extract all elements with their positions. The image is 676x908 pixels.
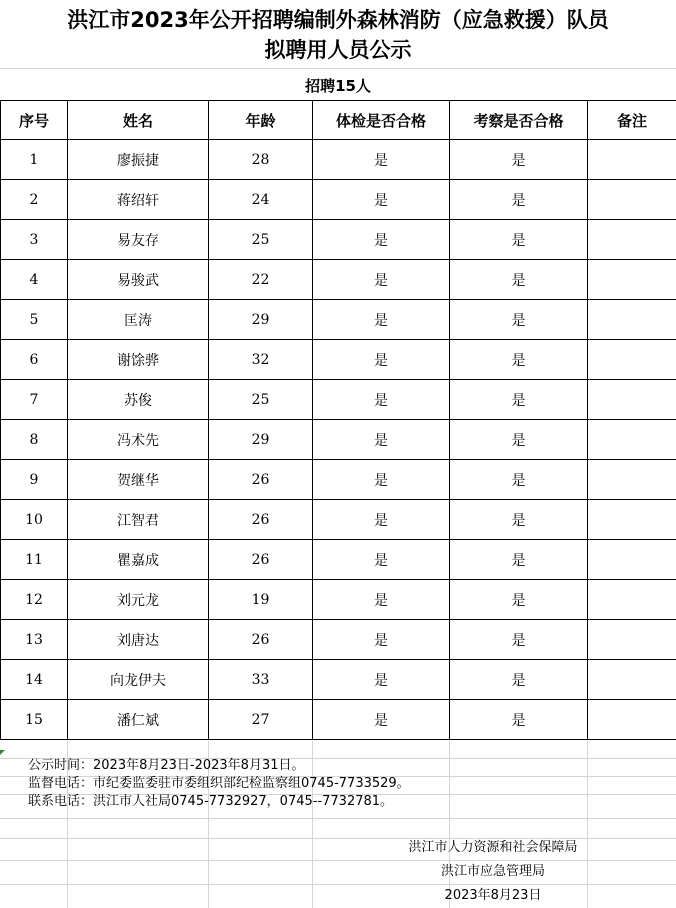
cell-no: 5 [1,300,68,340]
header-physical: 体检是否合格 [313,101,450,140]
cell-age: 33 [209,660,313,700]
header-name: 姓名 [68,101,209,140]
cell-name: 冯术先 [68,420,209,460]
cell-age: 32 [209,340,313,380]
cell-remark [588,380,676,420]
cell-review: 是 [450,180,588,220]
gridline [587,740,588,908]
table-row [1,420,676,460]
cell-physical: 是 [313,660,450,700]
contact-phone: 联系电话：洪江市人社局0745-7732927，0745--7732781。 [28,794,394,809]
cell-name: 刘元龙 [68,580,209,620]
cell-name: 谢馀骅 [68,340,209,380]
cell-remark [588,620,676,660]
cell-age: 22 [209,260,313,300]
cell-review: 是 [450,220,588,260]
cell-age: 26 [209,500,313,540]
cell-review: 是 [450,420,588,460]
cell-physical: 是 [313,460,450,500]
cell-age: 27 [209,700,313,740]
cell-no: 1 [1,140,68,180]
cell-name: 廖振捷 [68,140,209,180]
cell-remark [588,540,676,580]
cell-physical: 是 [313,140,450,180]
cell-no: 13 [1,620,68,660]
cell-age: 28 [209,140,313,180]
cell-review: 是 [450,580,588,620]
cell-name: 易友存 [68,220,209,260]
header-remark: 备注 [588,101,676,140]
cell-no: 8 [1,420,68,460]
cell-physical: 是 [313,420,450,460]
table-row [1,180,676,220]
cell-physical: 是 [313,540,450,580]
cell-remark [588,180,676,220]
table-row [1,620,676,660]
cell-name: 瞿嘉成 [68,540,209,580]
header-age: 年龄 [209,101,313,140]
cell-review: 是 [450,700,588,740]
cell-remark [588,140,676,180]
table-row [1,380,676,420]
cell-physical: 是 [313,180,450,220]
cell-review: 是 [450,140,588,180]
signature-org-emergency: 洪江市应急管理局 [440,864,545,879]
supervision-phone: 监督电话：市纪委监委驻市委组织部纪检监察组0745-7733529。 [28,776,410,791]
cell-physical: 是 [313,580,450,620]
gridline [0,68,676,69]
cell-name: 江智君 [68,500,209,540]
cell-physical: 是 [313,700,450,740]
cell-no: 9 [1,460,68,500]
signature-date: 2023年8月23日 [444,888,542,903]
table-row [1,500,676,540]
table-row [1,460,676,500]
cell-age: 25 [209,380,313,420]
roster-table [0,100,676,740]
cell-no: 6 [1,340,68,380]
cell-remark [588,500,676,540]
cell-physical: 是 [313,220,450,260]
table-header-row [1,101,676,140]
cell-remark [588,700,676,740]
cell-remark [588,460,676,500]
cell-no: 3 [1,220,68,260]
cell-physical: 是 [313,300,450,340]
cell-no: 11 [1,540,68,580]
cell-comment-marker [0,750,5,755]
table-row [1,540,676,580]
cell-remark [588,660,676,700]
table-body [1,140,676,740]
cell-review: 是 [450,300,588,340]
notice-notes [28,757,410,811]
table-row [1,700,676,740]
cell-name: 匡涛 [68,300,209,340]
cell-remark [588,260,676,300]
cell-review: 是 [450,540,588,580]
cell-remark [588,580,676,620]
gridline [0,884,676,885]
cell-review: 是 [450,260,588,300]
header-review: 考察是否合格 [450,101,588,140]
cell-no: 4 [1,260,68,300]
cell-name: 贺继华 [68,460,209,500]
cell-review: 是 [450,340,588,380]
cell-remark [588,220,676,260]
cell-no: 7 [1,380,68,420]
cell-no: 2 [1,180,68,220]
gridline [0,860,676,861]
cell-review: 是 [450,620,588,660]
table-row [1,220,676,260]
cell-physical: 是 [313,260,450,300]
cell-age: 24 [209,180,313,220]
table-row [1,300,676,340]
cell-name: 潘仁斌 [68,700,209,740]
cell-name: 苏俊 [68,380,209,420]
cell-physical: 是 [313,500,450,540]
cell-remark [588,300,676,340]
cell-age: 26 [209,460,313,500]
table-row [1,260,676,300]
cell-name: 蒋绍轩 [68,180,209,220]
page-title-line2: 拟聘用人员公示 [264,38,412,62]
cell-age: 26 [209,620,313,660]
cell-remark [588,420,676,460]
cell-age: 25 [209,220,313,260]
cell-review: 是 [450,660,588,700]
signature-org-hr: 洪江市人力资源和社会保障局 [408,840,578,855]
table-row [1,340,676,380]
table-row [1,140,676,180]
cell-age: 19 [209,580,313,620]
recruit-count: 招聘15人 [305,77,371,95]
page-title: 洪江市2023年公开招聘编制外森林消防（应急救援）队员 [67,8,609,32]
cell-physical: 是 [313,340,450,380]
cell-no: 12 [1,580,68,620]
cell-review: 是 [450,380,588,420]
table-row [1,580,676,620]
cell-remark [588,340,676,380]
cell-review: 是 [450,460,588,500]
cell-age: 29 [209,300,313,340]
cell-name: 向龙伊夫 [68,660,209,700]
cell-physical: 是 [313,380,450,420]
cell-name: 易骏武 [68,260,209,300]
gridline [449,740,450,908]
cell-age: 29 [209,420,313,460]
cell-age: 26 [209,540,313,580]
header-no: 序号 [1,101,68,140]
cell-physical: 是 [313,620,450,660]
cell-no: 10 [1,500,68,540]
notice-period: 公示时间：2023年8月23日-2023年8月31日。 [28,758,305,773]
cell-no: 15 [1,700,68,740]
cell-no: 14 [1,660,68,700]
gridline [0,818,676,819]
cell-name: 刘唐达 [68,620,209,660]
cell-review: 是 [450,500,588,540]
table-row [1,660,676,700]
